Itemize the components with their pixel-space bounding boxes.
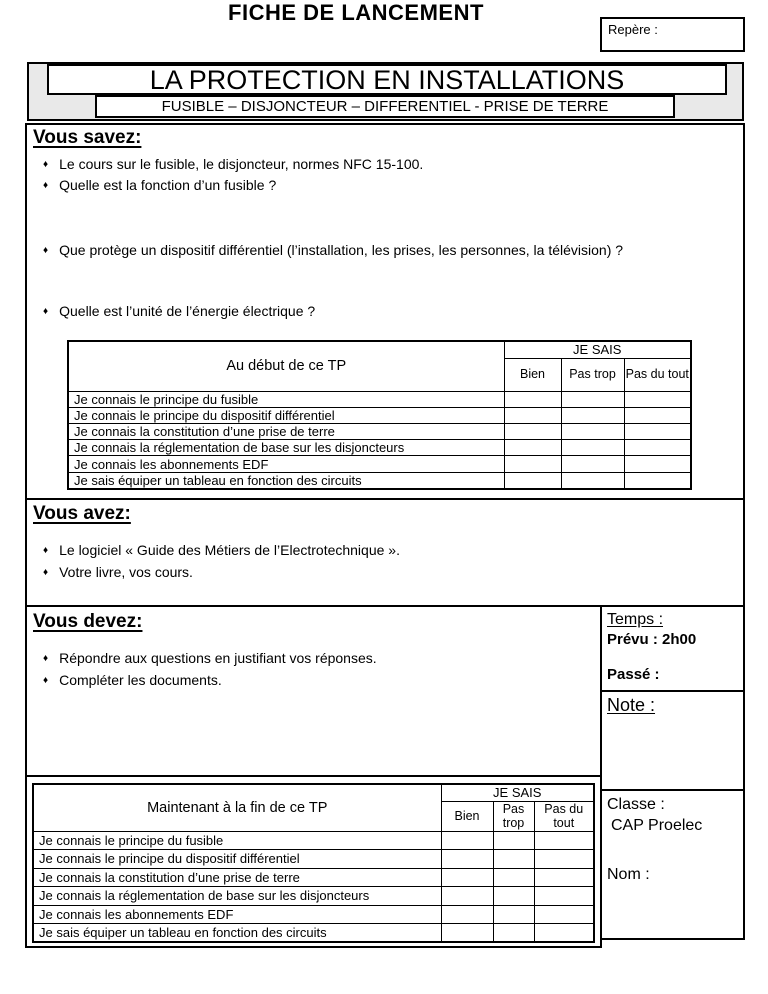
answer-cell-pas-du-tout[interactable]	[534, 887, 594, 906]
section-heading-savez: Vous savez:	[33, 127, 142, 148]
answer-cell-bien[interactable]	[441, 831, 493, 850]
diamond-bullet-icon: ♦	[43, 179, 49, 191]
nom-label: Nom :	[607, 866, 650, 883]
table-row	[33, 831, 594, 850]
bullet-text: Le cours sur le fusible, le disjoncteur, normes NFC 15-100.	[59, 156, 424, 172]
table-row	[33, 887, 594, 906]
diamond-bullet-icon: ♦	[43, 674, 49, 686]
answer-cell-pas-trop[interactable]	[561, 407, 624, 423]
statement: Je connais la constitution d’une prise de terre	[33, 868, 441, 887]
section-vous-avez	[25, 498, 745, 607]
statement: Je connais la constitution d’une prise de terre	[68, 423, 504, 439]
table-row	[33, 924, 594, 943]
column-header-pas-du-tout: Pas du tout	[624, 358, 691, 391]
banner	[27, 62, 744, 121]
diamond-bullet-icon: ♦	[43, 566, 49, 578]
table-row	[33, 868, 594, 887]
bullet-item	[43, 672, 222, 688]
table-row	[33, 905, 594, 924]
bullet-item	[43, 303, 315, 319]
answer-cell-pas-trop[interactable]	[561, 456, 624, 472]
statement: Je connais le principe du dispositif différentiel	[68, 407, 504, 423]
document-title: FICHE DE LANCEMENT	[228, 0, 484, 25]
table-row-header: Maintenant à la fin de ce TP	[33, 784, 441, 831]
answer-cell-pas-trop[interactable]	[493, 887, 534, 906]
table-row	[33, 850, 594, 869]
answer-cell-pas-du-tout[interactable]	[534, 905, 594, 924]
bullet-item	[43, 242, 623, 258]
answer-cell-pas-du-tout[interactable]	[534, 924, 594, 943]
statement: Je sais équiper un tableau en fonction des circuits	[33, 924, 441, 943]
table-group-header: JE SAIS	[504, 341, 691, 358]
answer-cell-pas-trop[interactable]	[493, 850, 534, 869]
answer-cell-bien[interactable]	[441, 868, 493, 887]
section-fin-tp	[25, 775, 602, 948]
section-vous-devez	[25, 605, 602, 777]
temps-prevu: Prévu : 2h00	[607, 631, 697, 648]
bullet-text: Votre livre, vos cours.	[59, 564, 193, 580]
note-label: Note :	[607, 695, 656, 715]
answer-cell-bien[interactable]	[441, 850, 493, 869]
bullet-item	[43, 156, 423, 172]
section-vous-savez	[25, 123, 745, 500]
column-header-bien: Bien	[441, 801, 493, 831]
diamond-bullet-icon: ♦	[43, 544, 49, 556]
temps-label: Temps :	[607, 611, 664, 628]
temps-passe-label: Passé :	[607, 666, 660, 683]
diamond-bullet-icon: ♦	[43, 652, 49, 664]
answer-cell-pas-trop[interactable]	[561, 423, 624, 439]
bullet-item	[43, 542, 400, 558]
answer-cell-pas-du-tout[interactable]	[534, 850, 594, 869]
banner-title: LA PROTECTION EN INSTALLATIONS	[47, 64, 727, 95]
answer-cell-bien[interactable]	[504, 472, 561, 489]
bullet-text: Répondre aux questions en justifiant vos réponses.	[59, 650, 377, 666]
answer-cell-pas-du-tout[interactable]	[624, 407, 691, 423]
table-row-header: Au début de ce TP	[68, 341, 504, 391]
answer-cell-bien[interactable]	[441, 905, 493, 924]
classe-label: Classe :	[607, 796, 665, 813]
bullet-text: Quelle est la fonction d’un fusible ?	[59, 177, 277, 193]
answer-cell-pas-trop[interactable]	[493, 924, 534, 943]
bullet-text: Quelle est l’unité de l’énergie électrique ?	[59, 303, 316, 319]
table-row	[68, 456, 691, 472]
diamond-bullet-icon: ♦	[43, 158, 49, 170]
bullet-item	[43, 650, 377, 666]
statement: Je sais équiper un tableau en fonction des circuits	[68, 472, 504, 489]
statement: Je connais le principe du fusible	[68, 391, 504, 407]
bullet-text: Que protège un dispositif différentiel (l’installation, les prises, les personnes, la télévision) ?	[59, 242, 624, 258]
answer-cell-bien[interactable]	[504, 456, 561, 472]
answer-cell-pas-trop[interactable]	[493, 868, 534, 887]
column-header-pas-du-tout: Pas du tout	[534, 801, 594, 831]
table-group-header: JE SAIS	[441, 784, 594, 801]
column-header-pas-trop: Pas trop	[561, 358, 624, 391]
table-row	[68, 391, 691, 407]
bullet-item	[43, 564, 193, 580]
banner-subtitle: FUSIBLE – DISJONCTEUR – DIFFERENTIEL - PRISE DE TERRE	[95, 95, 675, 118]
statement: Je connais le principe du dispositif différentiel	[33, 850, 441, 869]
answer-cell-pas-du-tout[interactable]	[624, 391, 691, 407]
column-header-bien: Bien	[504, 358, 561, 391]
answer-cell-pas-du-tout[interactable]	[624, 440, 691, 456]
answer-cell-pas-trop[interactable]	[561, 472, 624, 489]
repere-label: Repère :	[608, 22, 658, 37]
statement: Je connais le principe du fusible	[33, 831, 441, 850]
diamond-bullet-icon: ♦	[43, 244, 49, 256]
answer-cell-pas-du-tout[interactable]	[534, 831, 594, 850]
statement: Je connais les abonnements EDF	[33, 905, 441, 924]
section-heading-devez: Vous devez:	[33, 611, 143, 632]
table-row	[68, 423, 691, 439]
diamond-bullet-icon: ♦	[43, 305, 49, 317]
answer-cell-bien[interactable]	[441, 887, 493, 906]
answer-cell-bien[interactable]	[504, 391, 561, 407]
answer-cell-bien[interactable]	[504, 407, 561, 423]
statement: Je connais la réglementation de base sur les disjoncteurs	[33, 887, 441, 906]
note-box[interactable]	[600, 690, 745, 791]
answer-cell-bien[interactable]	[504, 423, 561, 439]
table-row	[68, 407, 691, 423]
answer-cell-pas-trop[interactable]	[561, 391, 624, 407]
table-au-debut	[67, 340, 692, 490]
column-header-pas-trop: Pas trop	[493, 801, 534, 831]
answer-cell-bien[interactable]	[504, 440, 561, 456]
table-fin-tp	[32, 783, 595, 943]
repere-box[interactable]	[600, 17, 745, 52]
answer-cell-pas-trop[interactable]	[493, 905, 534, 924]
answer-cell-pas-du-tout[interactable]	[534, 868, 594, 887]
bullet-item	[43, 177, 276, 193]
temps-box	[600, 605, 745, 692]
classe-box	[600, 789, 745, 940]
statement: Je connais les abonnements EDF	[68, 456, 504, 472]
answer-cell-pas-trop[interactable]	[493, 831, 534, 850]
answer-cell-pas-du-tout[interactable]	[624, 472, 691, 489]
bullet-text: Le logiciel « Guide des Métiers de l’Electrotechnique ».	[59, 542, 400, 558]
answer-cell-pas-du-tout[interactable]	[624, 423, 691, 439]
answer-cell-pas-du-tout[interactable]	[624, 456, 691, 472]
section-heading-avez: Vous avez:	[33, 503, 131, 524]
bullet-text: Compléter les documents.	[59, 672, 222, 688]
classe-value: CAP Proelec	[611, 817, 703, 834]
answer-cell-pas-trop[interactable]	[561, 440, 624, 456]
answer-cell-bien[interactable]	[441, 924, 493, 943]
table-row	[68, 472, 691, 489]
statement: Je connais la réglementation de base sur les disjoncteurs	[68, 440, 504, 456]
table-row	[68, 440, 691, 456]
